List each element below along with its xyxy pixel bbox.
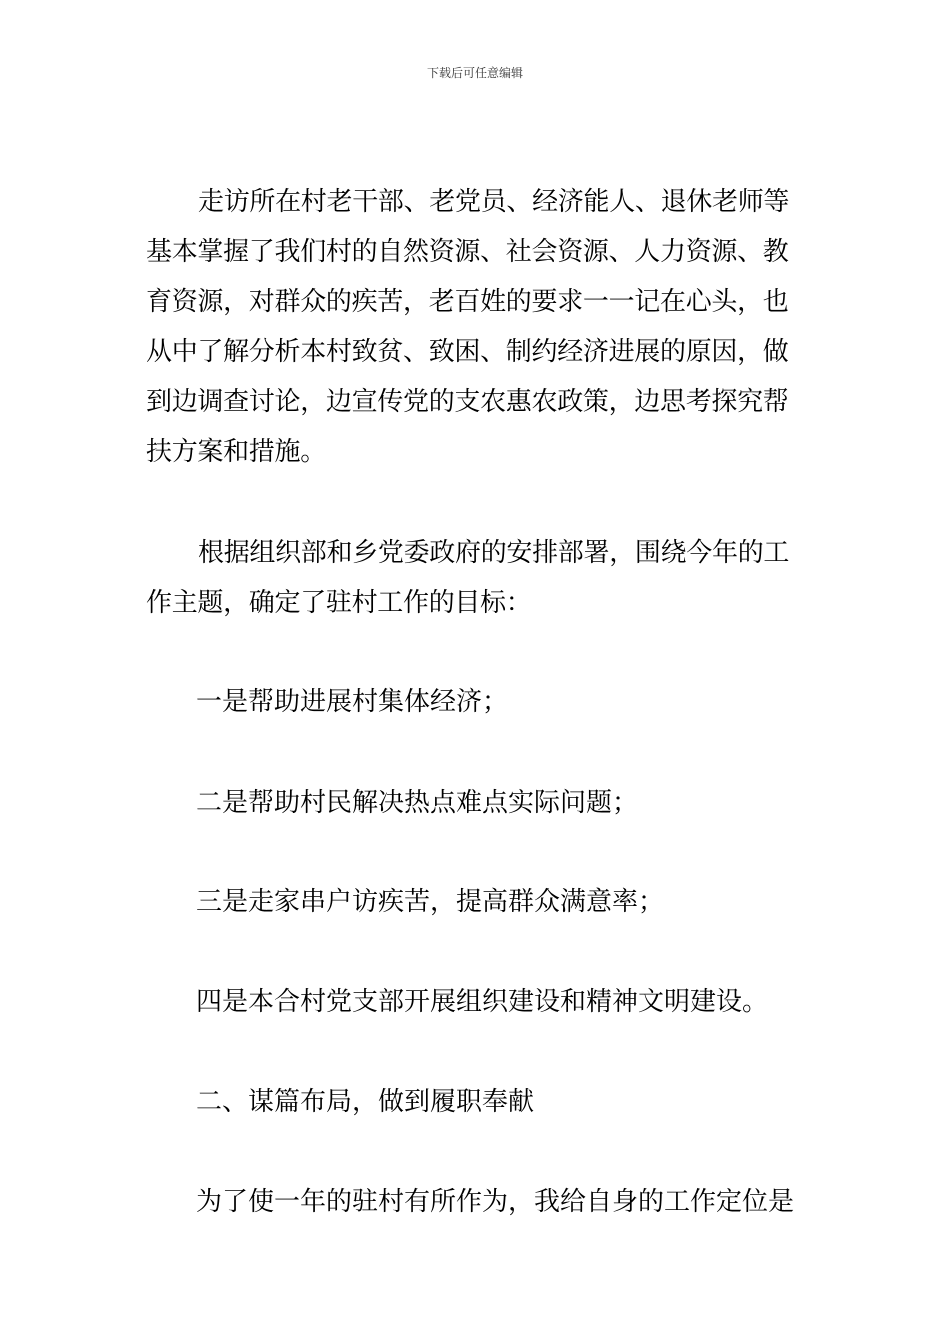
paragraph-positioning: 为了使一年的驻村有所作为，我给自身的工作定位是 — [196, 1187, 795, 1217]
paragraph-goals-intro: 根据组织部和乡党委政府的安排部署，围绕今年的工作主题，确定了驻村工作的目标： — [146, 538, 790, 618]
goal-item-3: 三是走家串户访疾苦，提高群众满意率； — [196, 887, 665, 917]
goal-item-2: 二是帮助村民解决热点难点实际问题； — [196, 788, 639, 818]
section-heading: 二、谋篇布局，做到履职奉献 — [196, 1087, 535, 1117]
goal-item-1: 一是帮助进展村集体经济； — [196, 687, 509, 717]
goal-item-4: 四是本合村党支部开展组织建设和精神文明建设。 — [196, 987, 769, 1017]
page-header: 下载后可任意编辑 — [426, 66, 523, 80]
paragraph-visits: 走访所在村老干部、老党员、经济能人、退休老师等基本掌握了我们村的自然资源、社会资源、人力资源、教育资源，对群众的疾苦，老百姓的要求一一记在心头，也从中了解分析本村致贫、致困、制约经济进展的原因，做到边调查讨论，边宣传党的支农惠农政策，边思考探究帮扶方案和措施。 — [146, 187, 790, 467]
